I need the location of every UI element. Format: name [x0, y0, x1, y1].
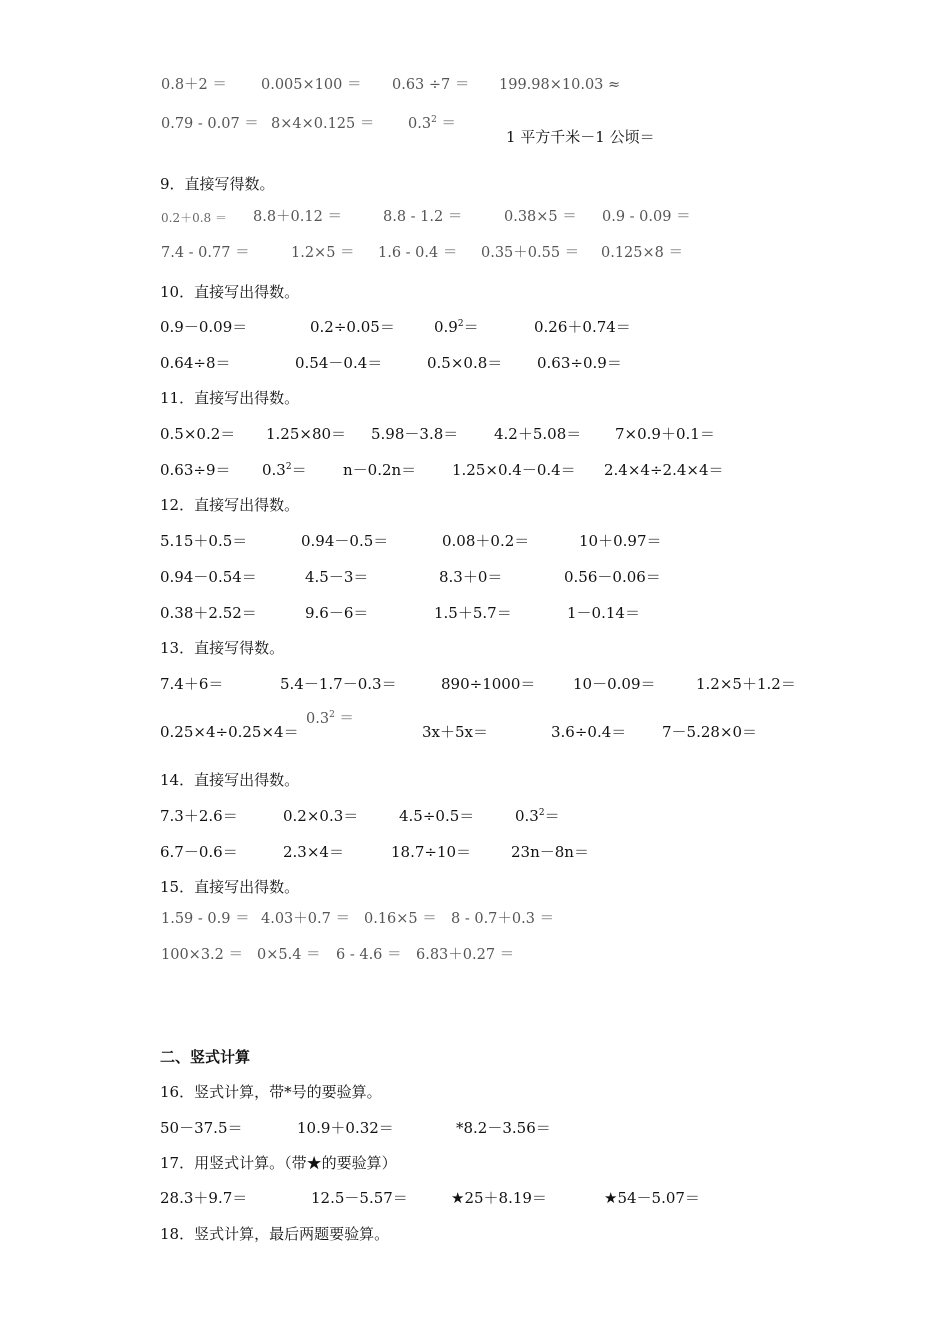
problem: 0.64÷8＝ — [160, 354, 231, 372]
problem: 7.4＋6＝ — [160, 675, 224, 693]
problem-square: $0.3^2=$ — [262, 461, 307, 479]
problem: 28.3＋9.7＝ — [160, 1189, 248, 1207]
problem: 0.005×100 ＝ — [261, 77, 362, 93]
problem: 10.9＋0.32＝ — [297, 1119, 394, 1137]
problem: 1.6 - 0.4 ＝ — [378, 245, 458, 261]
problem: 5.4－1.7－0.3＝ — [280, 675, 397, 693]
problem: 7－5.28×0＝ — [662, 723, 758, 741]
problem: 0.38×5 ＝ — [504, 209, 577, 225]
problem: 6.83＋0.27 ＝ — [416, 947, 515, 963]
question-title: 15．直接写出得数。 — [160, 878, 300, 896]
problem: 18.7÷10＝ — [391, 843, 472, 861]
section-heading: 二、竖式计算 — [160, 1048, 251, 1066]
problem: 0.38＋2.52＝ — [160, 604, 257, 622]
problem: 100×3.2 ＝ — [161, 947, 243, 963]
problem: *8.2－3.56＝ — [456, 1119, 551, 1137]
problem: 50－37.5＝ — [160, 1119, 243, 1137]
problem: 5.98－3.8＝ — [371, 425, 459, 443]
problem: 1.59 - 0.9 ＝ — [161, 911, 250, 927]
problem: 23n－8n＝ — [511, 843, 589, 861]
problem: 5.15＋0.5＝ — [160, 532, 248, 550]
problem: 6.7－0.6＝ — [160, 843, 238, 861]
problem: 8×4×0.125 ＝ — [271, 116, 375, 132]
problem: 0.94－0.5＝ — [301, 532, 389, 550]
question-title: 13．直接写得数。 — [160, 639, 285, 657]
problem-square: $0.3^2$ ＝ — [408, 115, 456, 132]
problem: 1.2×5＋1.2＝ — [696, 675, 796, 693]
question-title: 16．竖式计算，带*号的要验算。 — [160, 1083, 382, 1101]
problem: 0.125×8 ＝ — [601, 245, 683, 261]
problem: 890÷1000＝ — [441, 675, 536, 693]
question-title: 11．直接写出得数。 — [160, 389, 300, 407]
problem: 8 - 0.7＋0.3 ＝ — [451, 911, 555, 927]
problem: 4.5÷0.5＝ — [399, 807, 475, 825]
problem: 1.5＋5.7＝ — [434, 604, 512, 622]
problem: 0.25×4÷0.25×4＝ — [160, 723, 299, 741]
problem: 7.3＋2.6＝ — [160, 807, 238, 825]
problem: 6 - 4.6 ＝ — [336, 947, 402, 963]
problem: 12.5－5.57＝ — [311, 1189, 408, 1207]
question-title: 17．用竖式计算。（带★的要验算） — [160, 1154, 397, 1172]
problem: n－0.2n＝ — [343, 461, 417, 479]
problem: 0×5.4 ＝ — [257, 947, 321, 963]
question-title: 9．直接写得数。 — [160, 175, 275, 193]
problem-square: $0.9^2=$ — [434, 318, 479, 336]
problem: 0.2＋0.8 ＝ — [161, 211, 227, 225]
problem: 0.2×0.3＝ — [283, 807, 359, 825]
problem: 8.8＋0.12 ＝ — [253, 209, 342, 225]
problem: 3.6÷0.4＝ — [551, 723, 627, 741]
problem: 0.16×5 ＝ — [364, 911, 437, 927]
problem: 0.56－0.06＝ — [564, 568, 661, 586]
problem: 2.4×4÷2.4×4＝ — [604, 461, 724, 479]
problem: 1.2×5 ＝ — [291, 245, 355, 261]
problem: 0.63÷0.9＝ — [537, 354, 622, 372]
problem: 0.35＋0.55 ＝ — [481, 245, 580, 261]
problem: 0.94－0.54＝ — [160, 568, 257, 586]
problem: ★25＋8.19＝ — [451, 1189, 547, 1207]
problem: 4.2＋5.08＝ — [494, 425, 582, 443]
problem-unit-conversion: 1 平方千米－1 公顷＝ — [506, 128, 655, 146]
problem: 1.25×0.4－0.4＝ — [452, 461, 576, 479]
problem: 0.9 - 0.09 ＝ — [602, 209, 691, 225]
problem-square: $0.3^2$ ＝ — [306, 710, 354, 727]
problem: 0.8＋2 ＝ — [161, 77, 227, 93]
question-title: 18．竖式计算，最后两题要验算。 — [160, 1225, 390, 1243]
problem: 0.5×0.2＝ — [160, 425, 236, 443]
problem: ★54－5.07＝ — [604, 1189, 700, 1207]
problem: 1.25×80＝ — [266, 425, 347, 443]
problem: 199.98×10.03 ≈ — [499, 77, 621, 93]
problem: 0.2÷0.05＝ — [310, 318, 395, 336]
problem: 10－0.09＝ — [573, 675, 656, 693]
problem: 0.08＋0.2＝ — [442, 532, 530, 550]
problem: 8.8 - 1.2 ＝ — [383, 209, 463, 225]
problem: 7.4 - 0.77 ＝ — [161, 245, 250, 261]
problem-square: $0.3^2=$ — [515, 807, 560, 825]
problem: 0.63÷9＝ — [160, 461, 231, 479]
problem: 4.03＋0.7 ＝ — [261, 911, 350, 927]
question-title: 10．直接写出得数。 — [160, 283, 300, 301]
problem: 1－0.14＝ — [567, 604, 640, 622]
problem: 0.54－0.4＝ — [295, 354, 383, 372]
question-title: 14．直接写出得数。 — [160, 771, 300, 789]
problem: 7×0.9＋0.1＝ — [615, 425, 715, 443]
problem: 0.26＋0.74＝ — [534, 318, 631, 336]
problem: 0.63 ÷7 ＝ — [392, 77, 470, 93]
problem: 4.5－3＝ — [305, 568, 369, 586]
problem: 2.3×4＝ — [283, 843, 344, 861]
problem: 10＋0.97＝ — [579, 532, 662, 550]
question-title: 12．直接写出得数。 — [160, 496, 300, 514]
problem: 3x＋5x＝ — [422, 723, 489, 741]
problem: 9.6－6＝ — [305, 604, 369, 622]
problem: 0.5×0.8＝ — [427, 354, 503, 372]
problem: 0.9－0.09＝ — [160, 318, 248, 336]
problem: 8.3＋0＝ — [439, 568, 503, 586]
problem: 0.79 - 0.07 ＝ — [161, 116, 259, 132]
